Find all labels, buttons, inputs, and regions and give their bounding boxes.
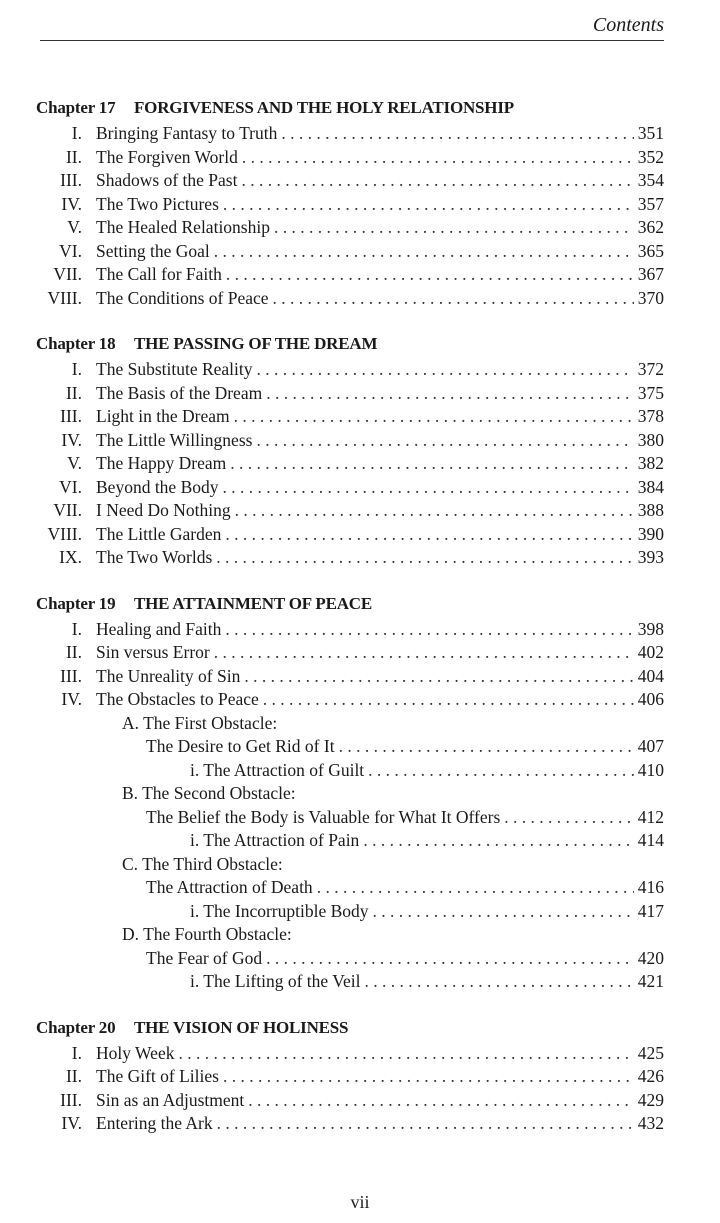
entry-title: I Need Do Nothing [96,500,231,520]
section-numeral: II. [65,642,82,662]
toc-subsubentry[interactable] [36,829,664,853]
dot-leader [273,287,634,311]
entry-body [96,1112,664,1136]
section-numeral: II. [65,382,82,403]
dot-leader [281,122,633,146]
toc-subentry[interactable] [36,806,664,830]
entry-page-number: 406 [637,689,664,709]
entry-page-number: 375 [637,382,664,403]
entry-page-number: 404 [637,665,664,686]
section-numeral: VII. [53,500,82,520]
dot-leader [234,405,634,429]
entry-page-number: 380 [637,429,664,450]
chapter-label: Chapter 18 [36,334,116,353]
entry-page-number: 417 [637,900,664,921]
entry-body [96,665,664,689]
chapter-heading[interactable] [36,94,664,122]
toc-entry[interactable] [36,665,664,689]
entry-body [96,193,664,217]
dot-leader [223,1065,634,1089]
chapter-label: Chapter 17 [36,98,116,117]
toc-entry[interactable] [36,1065,664,1089]
entry-title: The Attraction of Death [146,877,313,897]
entry-page-number: 410 [637,759,664,780]
dot-leader [241,169,633,193]
toc-subentry[interactable] [36,947,664,971]
toc-entry[interactable] [36,240,664,264]
section-numeral: III. [60,406,82,426]
entry-title: The Forgiven World [96,146,238,167]
dot-leader [178,1042,633,1066]
toc-entry[interactable] [36,618,664,642]
entry-body [96,1065,664,1089]
toc-entry[interactable] [36,1112,664,1136]
dot-leader [225,618,633,642]
section-numeral: II. [65,1066,82,1086]
table-of-contents [36,94,664,1156]
section-numeral: IV. [61,1113,82,1133]
chapter-label: Chapter 19 [36,593,116,613]
subsection-heading: D. The Fourth Obstacle: [122,924,292,944]
dot-leader [364,970,633,994]
toc-entry[interactable] [36,263,664,287]
entry-page-number: 352 [637,146,664,167]
dot-leader [266,947,634,971]
entry-page-number: 372 [637,359,664,379]
entry-title: i. The Attraction of Guilt [190,759,365,780]
entry-body [96,216,664,240]
entry-body [96,546,664,570]
entry-body [146,735,664,759]
entry-body [96,618,664,642]
toc-entry[interactable] [36,546,664,570]
dot-leader [248,1089,633,1113]
entry-body [190,829,664,853]
entry-page-number: 402 [637,642,664,662]
toc-entry[interactable] [36,641,664,665]
dot-leader [274,216,634,240]
entry-page-number: 407 [637,736,664,756]
dot-leader [244,665,633,689]
chapter-title: FORGIVENESS AND THE HOLY RELATIONSHIP [134,98,514,117]
toc-entry[interactable] [36,476,664,500]
chapter-section [36,94,664,310]
toc-entry[interactable] [36,688,664,712]
section-numeral: III. [60,170,82,190]
entry-body [190,900,664,924]
entry-body [96,452,664,476]
entry-title: Setting the Goal [96,240,210,261]
entry-body [190,759,664,783]
entry-body [96,382,664,406]
toc-entry[interactable] [36,452,664,476]
chapter-title: THE PASSING OF THE DREAM [134,334,378,353]
dot-leader [368,759,634,783]
entry-page-number: 420 [637,947,664,968]
entry-page-number: 425 [637,1042,664,1063]
entry-body [96,1089,664,1113]
entry-body [190,970,664,994]
chapter-section [36,1014,664,1136]
dot-leader [363,829,633,853]
entry-page-number: 390 [637,523,664,544]
entry-page-number: 370 [637,287,664,308]
section-numeral: VI. [59,476,82,497]
dot-leader [217,1112,634,1136]
section-numeral: III. [60,1089,82,1110]
entry-page-number: 384 [637,476,664,497]
toc-entry[interactable] [36,146,664,170]
entry-title: The Unreality of Sin [96,665,241,686]
dot-leader [266,382,634,406]
section-numeral: VII. [53,264,82,284]
entry-title: The Substitute Reality [96,359,253,379]
entry-body [96,169,664,193]
dot-leader [373,900,634,924]
dot-leader [216,546,633,570]
entry-title: The Little Willingness [96,429,253,450]
toc-entry[interactable] [36,1089,664,1113]
entry-page-number: 398 [637,618,664,639]
entry-page-number: 412 [637,806,664,827]
entry-page-number: 416 [637,877,664,897]
header-rule [40,40,664,41]
entry-title: The Two Worlds [96,547,213,567]
entry-body [96,641,664,665]
entry-body [96,287,664,311]
section-numeral: I. [71,1042,82,1063]
entry-title: The Two Pictures [96,193,219,214]
entry-title: Healing and Faith [96,618,222,639]
subsection-heading: B. The Second Obstacle: [122,783,296,803]
entry-title: The Belief the Body is Valuable for What It Offers [146,806,501,827]
toc-subsubentry[interactable] [36,970,664,994]
entry-page-number: 426 [637,1066,664,1086]
entry-title: The Healed Relationship [96,217,270,237]
dot-leader [214,641,634,665]
section-numeral: IV. [61,429,82,450]
entry-page-number: 378 [637,406,664,426]
section-numeral: V. [67,217,82,237]
entry-body [96,429,664,453]
entry-title: Light in the Dream [96,406,230,426]
section-numeral: VI. [59,240,82,261]
entry-page-number: 367 [637,264,664,284]
section-numeral: IV. [61,193,82,214]
toc-entry[interactable] [36,523,664,547]
section-numeral: V. [67,453,82,473]
toc-entry[interactable] [36,429,664,453]
entry-page-number: 432 [637,1113,664,1133]
running-header-title: Contents [592,14,664,36]
entry-page-number: 382 [637,453,664,473]
entry-title: Sin versus Error [96,642,210,662]
entry-body [146,806,664,830]
page-number: vii [350,1192,370,1212]
dot-leader [339,735,634,759]
entry-body [96,122,664,146]
toc-entry[interactable] [36,1042,664,1066]
dot-leader [214,240,634,264]
dot-leader [235,499,634,523]
toc-subentry[interactable] [36,876,664,900]
entry-title: The Gift of Lilies [96,1066,219,1086]
entry-page-number: 357 [637,193,664,214]
chapter-heading[interactable] [36,590,664,618]
entry-title: The Call for Faith [96,264,222,284]
entry-body [96,240,664,264]
toc-entry[interactable] [36,287,664,311]
subsection-heading: A. The First Obstacle: [122,712,278,733]
toc-entry[interactable] [36,382,664,406]
dot-leader [504,806,633,830]
dot-leader [256,429,633,453]
toc-entry[interactable] [36,169,664,193]
toc-entry[interactable] [36,216,664,240]
entry-page-number: 362 [637,217,664,237]
entry-title: The Conditions of Peace [96,287,269,308]
toc-subentry[interactable] [36,735,664,759]
entry-body [96,1042,664,1066]
entry-title: Beyond the Body [96,476,219,497]
section-numeral: VIII. [47,287,82,308]
section-numeral: IV. [61,689,82,709]
entry-body [96,263,664,287]
entry-title: i. The Incorruptible Body [190,900,369,921]
entry-title: The Happy Dream [96,453,227,473]
dot-leader [230,452,634,476]
dot-leader [223,193,634,217]
entry-body [96,688,664,712]
entry-title: The Basis of the Dream [96,382,263,403]
toc-entry[interactable] [36,499,664,523]
entry-page-number: 365 [637,240,664,261]
entry-title: i. The Lifting of the Veil [190,971,361,991]
entry-body [96,405,664,429]
dot-leader [257,358,634,382]
section-numeral: I. [71,123,82,143]
entry-title: The Obstacles to Peace [96,689,259,709]
entry-title: Holy Week [96,1042,175,1063]
section-numeral: IX. [59,547,82,567]
chapter-heading[interactable] [36,330,664,358]
entry-body [96,523,664,547]
toc-entry[interactable] [36,122,664,146]
section-numeral: III. [60,665,82,686]
entry-page-number: 429 [637,1089,664,1110]
chapter-section [36,330,664,570]
chapter-title: THE VISION OF HOLINESS [134,1017,349,1037]
entry-page-number: 421 [637,971,664,991]
chapter-label: Chapter 20 [36,1017,116,1037]
entry-body [96,476,664,500]
entry-title: Entering the Ark [96,1113,213,1133]
toc-subsubentry[interactable] [36,759,664,783]
toc-entry[interactable] [36,193,664,217]
section-numeral: II. [65,146,82,167]
entry-title: The Fear of God [146,947,263,968]
chapter-heading[interactable] [36,1014,664,1042]
entry-title: The Desire to Get Rid of It [146,736,335,756]
subsection-heading: C. The Third Obstacle: [122,853,283,874]
entry-page-number: 354 [637,170,664,190]
section-numeral: I. [71,359,82,379]
entry-page-number: 393 [637,547,664,567]
entry-body [146,947,664,971]
dot-leader [242,146,634,170]
entry-title: Sin as an Adjustment [96,1089,245,1110]
dot-leader [226,263,634,287]
dot-leader [225,523,633,547]
entry-title: Bringing Fantasy to Truth [96,123,278,143]
entry-body [96,499,664,523]
section-numeral: VIII. [47,523,82,544]
entry-body [96,358,664,382]
entry-page-number: 351 [637,123,664,143]
entry-title: i. The Attraction of Pain [190,830,360,850]
toc-entry[interactable] [36,358,664,382]
dot-leader [223,476,634,500]
entry-title: Shadows of the Past [96,170,238,190]
toc-subsubentry[interactable] [36,900,664,924]
toc-entry[interactable] [36,405,664,429]
chapter-section [36,590,664,994]
entry-page-number: 388 [637,500,664,520]
entry-body [146,876,664,900]
section-numeral: I. [71,618,82,639]
chapter-title: THE ATTAINMENT OF PEACE [134,593,372,613]
entry-body [96,146,664,170]
dot-leader [263,688,634,712]
dot-leader [317,876,634,900]
entry-page-number: 414 [637,830,664,850]
entry-title: The Little Garden [96,523,222,544]
